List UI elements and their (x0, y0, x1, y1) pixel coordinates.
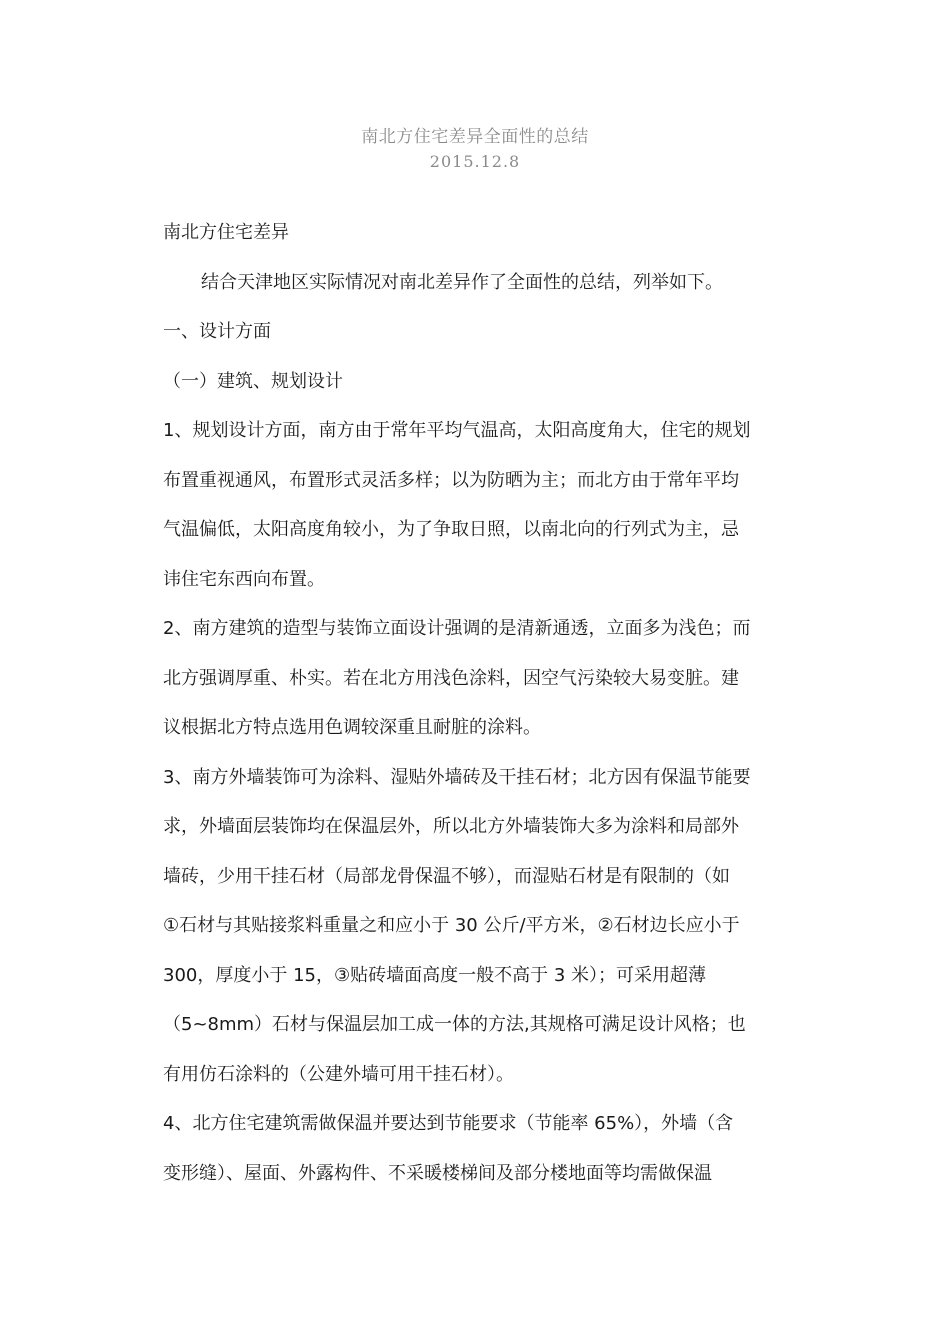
text-line: 有用仿石涂料的（公建外墙可用干挂石材）。 (163, 1063, 514, 1085)
text-line: 结合天津地区实际情况对南北差异作了全面性的总结，列举如下。 (201, 271, 723, 293)
text-line: 北方强调厚重、朴实。若在北方用浅色涂料，因空气污染较大易变脏。建 (163, 667, 739, 689)
text-line: （5~8mm）石材与保温层加工成一体的方法,其规格可满足设计风格；也 (163, 1014, 746, 1035)
text-line: 1、规划设计方面，南方由于常年平均气温高，太阳高度角大，住宅的规划 (163, 420, 751, 441)
text-line: 南北方住宅差异 (163, 222, 289, 243)
text-line: 2、南方建筑的造型与装饰立面设计强调的是清新通透，立面多为浅色；而 (163, 618, 751, 639)
document-body (163, 208, 789, 1198)
text-line: 议根据北方特点选用色调较深重且耐脏的涂料。 (163, 717, 541, 738)
text-line: 3、南方外墙装饰可为涂料、湿贴外墙砖及干挂石材；北方因有保温节能要 (163, 766, 751, 788)
text-line: 求，外墙面层装饰均在保温层外，所以北方外墙装饰大多为涂料和局部外 (163, 816, 739, 837)
text-line: 讳住宅东西向布置。 (163, 568, 325, 590)
text-line: 气温偏低，太阳高度角较小，为了争取日照，以南北向的行列式为主，忌 (163, 519, 739, 540)
text-line: 4、北方住宅建筑需做保温并要达到节能要求（节能率 65%），外墙（含 (163, 1113, 734, 1134)
document-title: 南北方住宅差异全面性的总结 (361, 127, 589, 147)
text-line: （一）建筑、规划设计 (163, 370, 343, 392)
text-line: 布置重视通风，布置形式灵活多样；以为防晒为主；而北方由于常年平均 (163, 469, 739, 491)
document-header (0, 124, 950, 174)
text-line: 墙砖，少用干挂石材（局部龙骨保温不够），而湿贴石材是有限制的（如 (163, 865, 730, 887)
text-line: ①石材与其贴接浆料重量之和应小于 30 公斤/平方米，②石材边长应小于 (163, 915, 740, 936)
text-line: 300，厚度小于 15，③贴砖墙面高度一般不高于 3 米）；可采用超薄 (163, 964, 707, 986)
text-line: 变形缝）、屋面、外露构件、不采暖楼梯间及部分楼地面等均需做保温 (163, 1162, 712, 1184)
document-date: 2015.12.8 (429, 152, 521, 171)
text-line: 一、设计方面 (163, 321, 271, 342)
